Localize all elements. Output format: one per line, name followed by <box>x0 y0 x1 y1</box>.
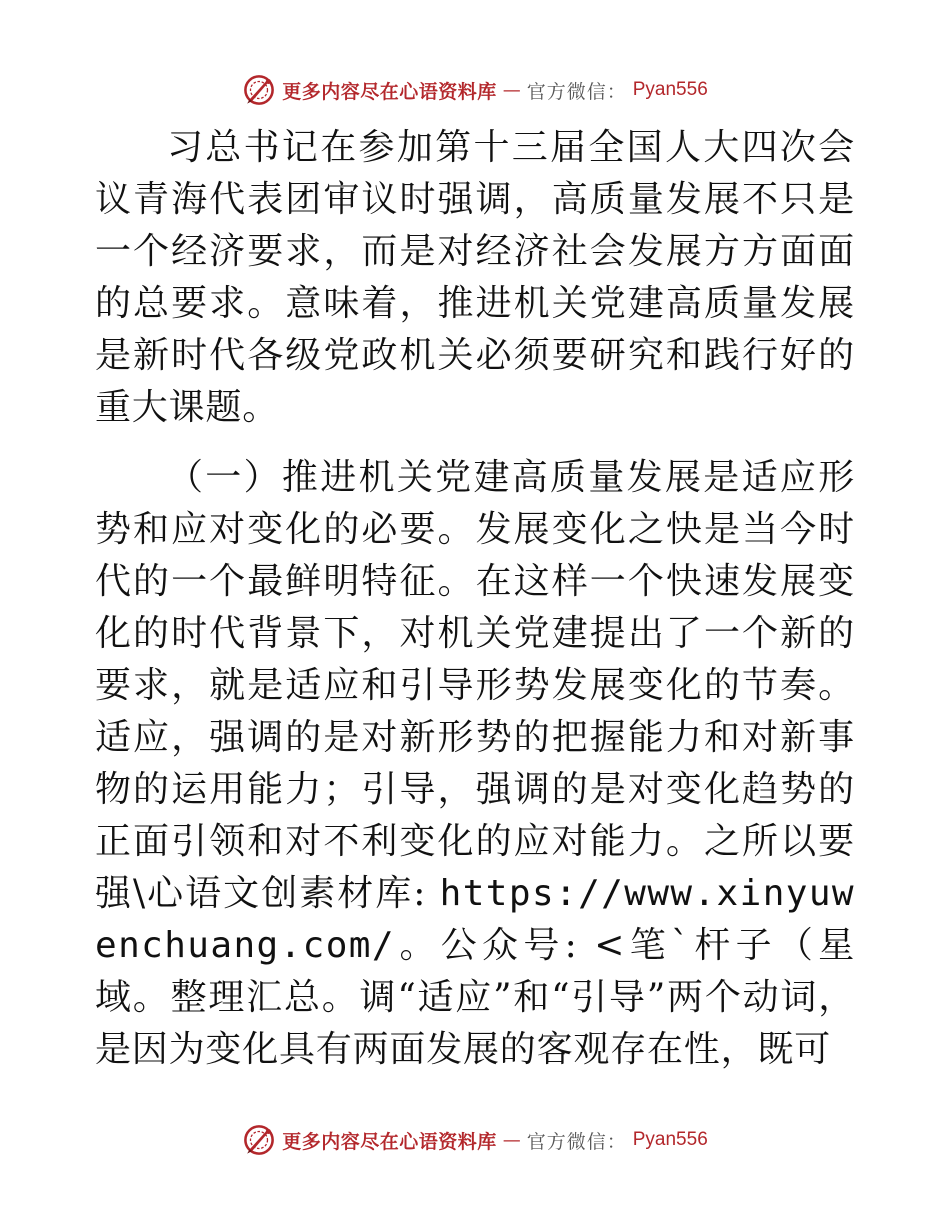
paragraph-section-one <box>95 452 855 1076</box>
quill-seal-icon <box>242 73 276 107</box>
header-watermark-banner <box>0 70 950 110</box>
banner-site-text: 更多内容尽在心语资料库 <box>282 80 497 103</box>
banner-wechat-id: Pyan556 <box>632 1129 708 1150</box>
banner-separator: — <box>502 79 521 101</box>
banner-separator: — <box>502 1129 521 1151</box>
document-body <box>95 122 855 1076</box>
banner-official-label: 官方微信： <box>526 1130 627 1153</box>
paragraph-intro: 习总书记在参加第十三届全国人大四次会议青海代表团审议时强调，高质量发展不只是一个经济要求，而是对经济社会发展方方面面的总要求。意味着，推进机关党建高质量发展是新时代各级党政机关必须要研究和践行好的重大课题。 <box>95 127 855 428</box>
banner-official-label: 官方微信： <box>526 80 627 103</box>
banner-site-text: 更多内容尽在心语资料库 <box>282 1130 497 1153</box>
source-url-text: https://www.xinyuwenchuang.com/ <box>95 873 855 966</box>
quill-seal-icon <box>242 1123 276 1157</box>
section-one-text-b: 。公众号: <笔`杆子（星域。整理汇总。调“适应”和“引导”两个动词，是因为变化具有两面发展的客观存在性，既可 <box>95 925 855 1070</box>
banner-wechat-id: Pyan556 <box>632 79 708 100</box>
footer-watermark-banner <box>0 1120 950 1160</box>
section-one-text-a: （一）推进机关党建高质量发展是适应形势和应对变化的必要。发展变化之快是当今时代的一个最鲜明特征。在这样一个快速发展变化的时代背景下，对机关党建提出了一个新的要求，就是适应和引导形势发展变化的节奏。适应，强调的是对新形势的把握能力和对新事物的运用能力；引导，强调的是对变化趋势的正面引领和对不利变化的应对能力。之所以要强\心语文创素材库: <box>95 457 855 914</box>
